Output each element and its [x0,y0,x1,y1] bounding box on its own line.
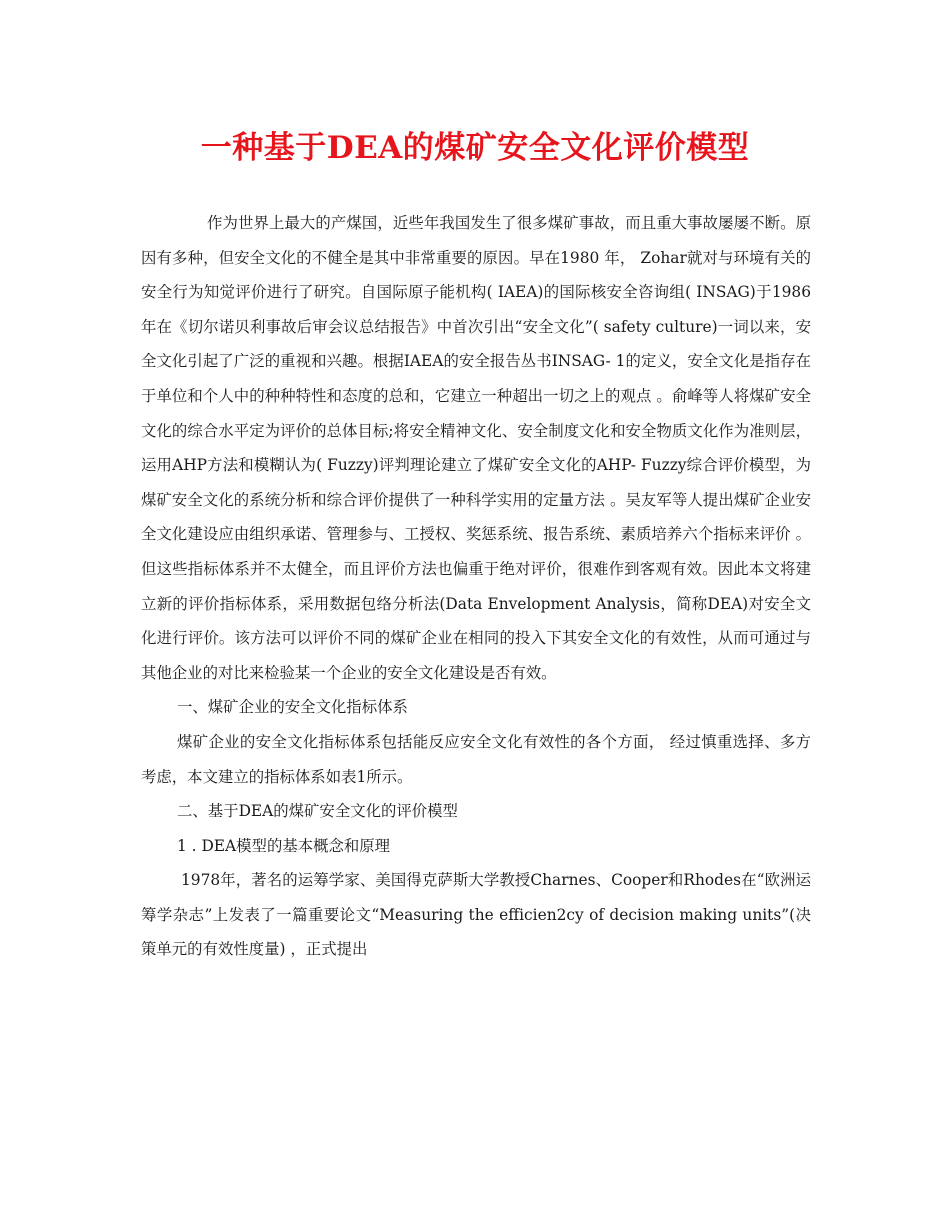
paragraph-dea-history: 1978年，著名的运筹学家、美国得克萨斯大学教授Charnes、Cooper和Rhodes在“欧洲运筹学杂志”上发表了一篇重要论文“Measuring the efficien2cy of decision making units”(决策单元的有效性度量) ，正式提出 [141,871,811,959]
document-body [141,206,811,967]
document-title: 一种基于DEA的煤矿安全文化评价模型 [200,130,750,166]
section-heading-1: 一、煤矿企业的安全文化指标体系 [177,698,408,717]
paragraph-indicator-system: 煤矿企业的安全文化指标体系包括能反应安全文化有效性的各个方面， 经过慎重选择、多方考虑，本文建立的指标体系如表1所示。 [141,732,811,786]
paragraph-intro: 作为世界上最大的产煤国，近些年我国发生了很多煤矿事故，而且重大事故屡屡不断。原因有多种，但安全文化的不健全是其中非常重要的原因。早在1980 年， Zohar就对与环境有关的安全行为知觉评价进行了研究。自国际原子能机构( IAEA)的国际核安全咨询组( INSAG)于1986年在《切尔诺贝利事故后审会议总结报告》中首次引出“安全文化”( safety culture)一词以来，安全文化引起了广泛的重视和兴趣。根据IAEA的安全报告丛书INSAG- 1的定义，安全文化是指存在于单位和个人中的种种特性和态度的总和，它建立一种超出一切之上的观点 。俞峰等人将煤矿安全文化的综合水平定为评价的总体目标;将安全精神文化、安全制度文化和安全物质文化作为准则层，运用AHP方法和模糊认为( Fuzzy)评判理论建立了煤矿安全文化的AHP- Fuzzy综合评价模型，为煤矿安全文化的系统分析和综合评价提供了一种科学实用的定量方法 。吴友军等人提出煤矿企业安全文化建设应由组织承诺、管理参与、工授权、奖惩系统、报告系统、素质培养六个指标来评价 。但这些指标体系并不太健全，而且评价方法也偏重于绝对评价，很难作到客观有效。因此本文将建立新的评价指标体系，采用数据包络分析法(Data Envelopment Analysis，简称DEA)对安全文化进行评价。该方法可以评价不同的煤矿企业在相同的投入下其安全文化的有效性，从而可通过与其他企业的对比来检验某一个企业的安全文化建设是否有效。 [141,214,811,682]
subsection-heading-1: 1 . DEA模型的基本概念和原理 [177,836,391,855]
section-heading-2: 二、基于DEA的煤矿安全文化的评价模型 [177,802,458,821]
